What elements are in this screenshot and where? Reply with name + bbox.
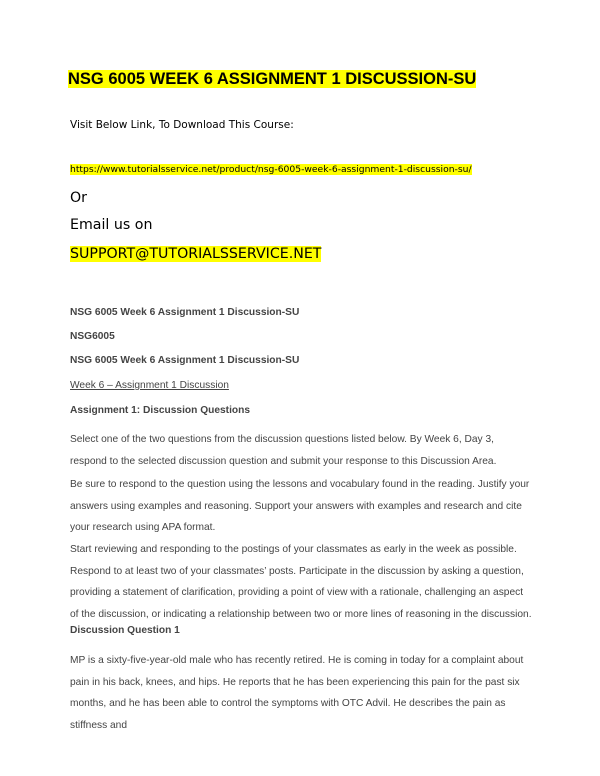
document-title — [68, 68, 476, 90]
title-highlight: NSG 6005 WEEK 6 ASSIGNMENT 1 DISCUSSION-SU — [68, 70, 477, 88]
paragraph-classmates-posts: Start reviewing and responding to the postings of your classmates as early in the week as possible. Respond to at least two of your classmates’ posts. Participate in the discussion by asking a question, providing a statement of clarification, providing a point of view with a rationale, challenging an aspect of the discussion, or indicating a relationship between two or more lines of reasoning in the discussion. — [70, 544, 532, 620]
heading-course-title: NSG 6005 Week 6 Assignment 1 Discussion-SU — [70, 307, 300, 318]
support-email[interactable] — [70, 244, 321, 265]
heading-course-title-repeat: NSG 6005 Week 6 Assignment 1 Discussion-SU — [70, 355, 300, 366]
download-link[interactable] — [70, 163, 472, 177]
paragraph-respond-instructions: Be sure to respond to the question using the lessons and vocabulary found in the reading. Justify your answers using examples and reasoning. Support your answers with examples and research and cite your research using APA format. — [70, 479, 530, 533]
question-heading: Discussion Question 1 — [70, 625, 180, 636]
week-link[interactable]: Week 6 – Assignment 1 Discussion — [70, 380, 229, 391]
paragraph-select-question: Select one of the two questions from the discussion questions listed below. By Week 6, Day 3, respond to the selected discussion question and submit your response to this Discussion Area. — [70, 434, 497, 467]
course-code: NSG6005 — [70, 331, 115, 342]
paragraph-case-study: MP is a sixty-five-year-old male who has recently retired. He is coming in today for a complaint about pain in his back, knees, and hips. He reports that he has been experiencing this pain for the past six months, and he has been able to control the symptoms with OTC Advil. He describes the pain as stiffness and — [70, 655, 524, 731]
or-text: Or — [70, 190, 88, 206]
download-link-text: https://www.tutorialsservice.net/product/nsg-6005-week-6-assignment-1-discussion-su/ — [70, 164, 472, 175]
visit-instruction: Visit Below Link, To Download This Course: — [70, 119, 294, 131]
email-us-text: Email us on — [70, 217, 153, 233]
section-heading: Assignment 1: Discussion Questions — [70, 405, 251, 416]
support-email-text: SUPPORT@TUTORIALSSERVICE.NET — [70, 246, 322, 262]
